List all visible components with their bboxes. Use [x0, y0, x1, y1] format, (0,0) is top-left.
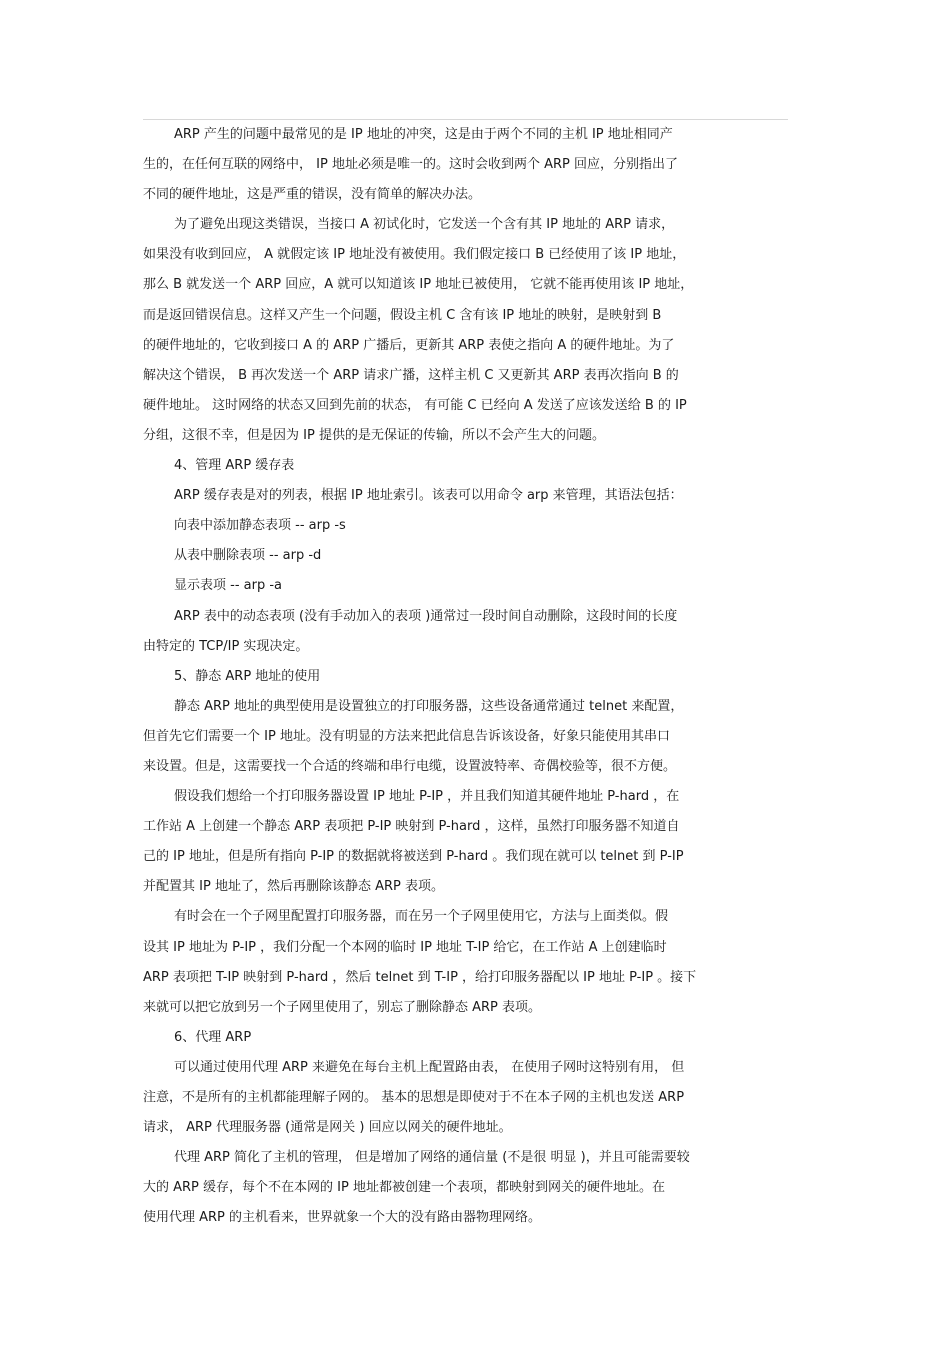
text-line: 为了避免出现这类错误，当接口 A 初试化时，它发送一个含有其 IP 地址的 ARP 请求， — [174, 217, 675, 233]
text-line: 使用代理 ARP 的主机看来，世界就象一个大的没有路由器物理网络。 — [143, 1210, 542, 1226]
text-line: 硬件地址。 这时网络的状态又回到先前的状态， 有可能 C 已经向 A 发送了应该发送给 B 的 IP — [143, 397, 687, 413]
text-line: ARP 产生的问题中最常见的是 IP 地址的冲突，这是由于两个不同的主机 IP 地址相同产 — [174, 127, 673, 142]
text-line: 由特定的 TCP/IP 实现决定。 — [143, 638, 309, 654]
text-line: 生的，在任何互联的网络中， IP 地址必须是唯一的。这时会收到两个 ARP 回应，分别指出了 — [143, 157, 678, 173]
text-line: 来设置。但是，这需要找一个合适的终端和串行电缆，设置波特率、奇偶校验等，很不方便。 — [143, 758, 677, 774]
text-line: ARP 表中的动态表项 (没有手动加入的表项 )通常过一段时间自动删除，这段时间的长度 — [174, 608, 678, 624]
text-line: 代理 ARP 简化了主机的管理， 但是增加了网络的通信量 (不是很 明显 )，并且可能需要较 — [174, 1150, 690, 1166]
text-line: 向表中添加静态表项 -- arp -s — [174, 518, 346, 534]
text-line: 如果没有收到回应， A 就假定该 IP 地址没有被使用。我们假定接口 B 已经使用了该 IP 地址， — [143, 247, 686, 263]
text-line: 设其 IP 地址为 P-IP ，我们分配一个本网的临时 IP 地址 T-IP 给它，在工作站 A 上创建临时 — [143, 939, 667, 955]
document-body — [143, 120, 788, 1233]
text-line: 有时会在一个子网里配置打印服务器，而在另一个子网里使用它，方法与上面类似。假 — [174, 909, 669, 925]
text-line: ARP 表项把 T-IP 映射到 P-hard ，然后 telnet 到 T-IP ，给打印服务器配以 IP 地址 P-IP 。接下 — [143, 969, 697, 985]
text-line: 从表中删除表项 -- arp -d — [174, 548, 322, 564]
text-line: 解决这个错误， B 再次发送一个 ARP 请求广播，这样主机 C 又更新其 ARP 表再次指向 B 的 — [143, 367, 679, 383]
text-line: 4、管理 ARP 缓存表 — [174, 458, 295, 474]
text-line: 不同的硬件地址，这是严重的错误，没有简单的解决办法。 — [143, 187, 482, 203]
text-line: 的硬件地址的，它收到接口 A 的 ARP 广播后，更新其 ARP 表使之指向 A 的硬件地址。为了 — [143, 337, 675, 353]
text-line: 假设我们想给一个打印服务器设置 IP 地址 P-IP ，并且我们知道其硬件地址 P-hard ，在 — [174, 789, 680, 805]
text-line: 请求， ARP 代理服务器 (通常是网关 ) 回应以网关的硬件地址。 — [143, 1120, 512, 1136]
text-line: 己的 IP 地址，但是所有指向 P-IP 的数据就将被送到 P-hard 。我们现在就可以 telnet 到 P-IP — [143, 849, 684, 865]
text-line: 那么 B 就发送一个 ARP 回应，A 就可以知道该 IP 地址已被使用， 它就不能再使用该 IP 地址， — [143, 277, 694, 293]
text-line: 大的 ARP 缓存，每个不在本网的 IP 地址都被创建一个表项，都映射到网关的硬件地址。在 — [143, 1180, 665, 1196]
text-line: 注意，不是所有的主机都能理解子网的。 基本的思想是即使对于不在本子网的主机也发送 ARP — [143, 1090, 685, 1105]
text-line: 并配置其 IP 地址了，然后再删除该静态 ARP 表项。 — [143, 879, 444, 895]
text-line: 显示表项 -- arp -a — [174, 578, 282, 594]
text-line: 来就可以把它放到另一个子网里使用了，别忘了删除静态 ARP 表项。 — [143, 999, 542, 1015]
text-line: 分组，这很不幸，但是因为 IP 提供的是无保证的传输，所以不会产生大的问题。 — [143, 427, 605, 443]
text-line: 工作站 A 上创建一个静态 ARP 表项把 P-IP 映射到 P-hard ，这样，虽然打印服务器不知道自 — [143, 819, 680, 835]
text-line: 可以通过使用代理 ARP 来避免在每台主机上配置路由表， 在使用子网时这特别有用， 但 — [174, 1059, 685, 1075]
text-line: 但首先它们需要一个 IP 地址。没有明显的方法来把此信息告诉该设备，好象只能使用其串口 — [143, 728, 670, 744]
text-line: 5、静态 ARP 地址的使用 — [174, 668, 321, 684]
text-line: 而是返回错误信息。这样又产生一个问题，假设主机 C 含有该 IP 地址的映射，是映射到 B — [143, 307, 662, 323]
text-line: 6、代理 ARP — [174, 1029, 252, 1045]
text-line: 静态 ARP 地址的典型使用是设置独立的打印服务器，这些设备通常通过 telnet 来配置， — [174, 698, 684, 714]
text-line: ARP 缓存表是对的列表，根据 IP 地址索引。该表可以用命令 arp 来管理，其语法包括： — [174, 488, 683, 504]
